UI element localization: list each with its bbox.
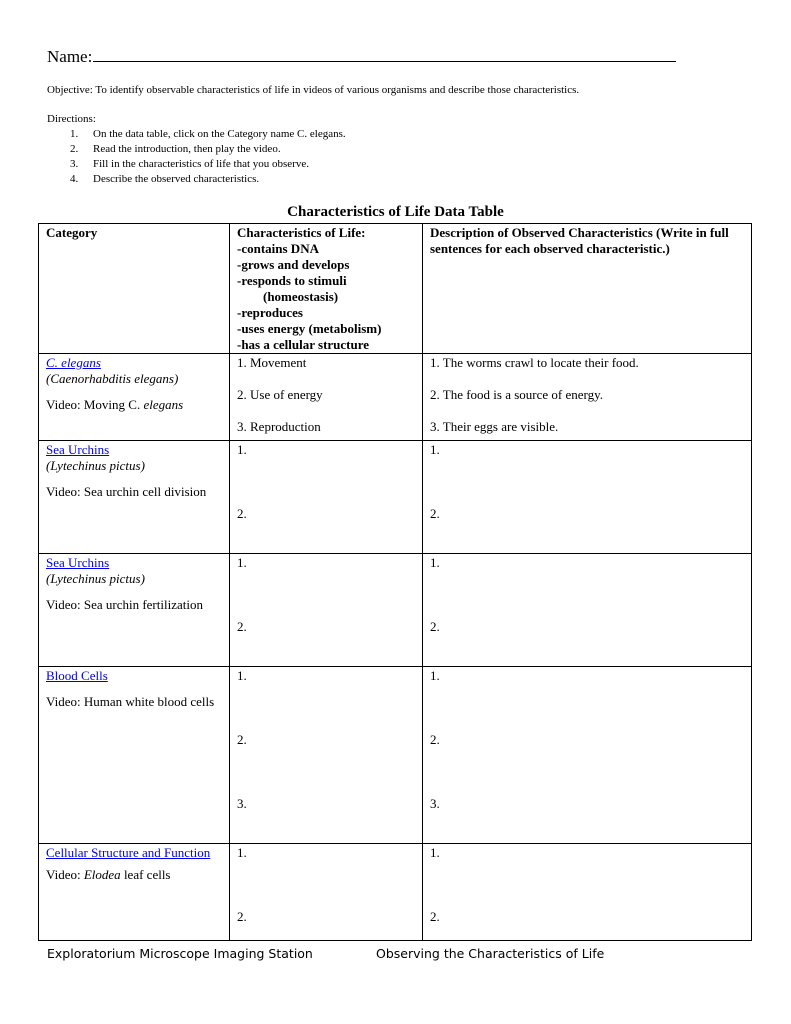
name-blank-line[interactable] (93, 46, 676, 62)
scientific-name: (Lytechinus pictus) (46, 458, 145, 473)
table-row (39, 844, 752, 941)
table-row (39, 667, 752, 844)
characteristics-cell[interactable]: 1. 2. (230, 441, 423, 554)
footer-right: Observing the Characteristics of Life (376, 946, 605, 961)
description-cell[interactable]: 1. 2. (423, 554, 752, 667)
objective-text: Objective: To identify observable characteristics of life in videos of various organisms and describe those characteristics. (47, 84, 580, 96)
directions-list (47, 127, 346, 187)
video-label: Video: Human white blood cells (46, 694, 215, 709)
scientific-name: (Caenorhabditis elegans) (46, 371, 179, 386)
characteristics-cell[interactable]: 1. 2. 3. (230, 667, 423, 844)
table-row (39, 441, 752, 554)
category-link-blood-cells[interactable]: Blood Cells (46, 668, 108, 683)
category-cell (39, 554, 230, 667)
scientific-name: (Lytechinus pictus) (46, 571, 145, 586)
category-link-sea-urchins[interactable]: Sea Urchins (46, 442, 110, 457)
direction-item: 3. Fill in the characteristics of life that you observe. (70, 158, 309, 170)
footer-left: Exploratorium Microscope Imaging Station (47, 946, 313, 961)
header-description: Description of Observed Characteristics (Write in full sentences for each observed characteristic.) (423, 224, 752, 354)
characteristics-cell[interactable]: 1. 2. (230, 554, 423, 667)
header-characteristics: Characteristics of Life: -contains DNA -grows and develops -responds to stimuli (homeostasis) -reproduces -uses energy (metabolism) -has a cellular structure (230, 224, 423, 354)
description-cell[interactable]: 1. The worms crawl to locate their food. 2. The food is a source of energy. 3. Their eggs are visible. (423, 354, 752, 441)
description-cell[interactable]: 1. 2. (423, 844, 752, 941)
direction-item: 4. Describe the observed characteristics. (70, 173, 260, 185)
video-label: Video: Sea urchin cell division (46, 484, 207, 499)
name-label: Name: (47, 47, 93, 66)
category-link-cellular-structure[interactable]: Cellular Structure and Function (46, 845, 211, 860)
header-category: Category (39, 224, 230, 354)
direction-item: 1. On the data table, click on the Category name C. elegans. (70, 128, 346, 140)
category-cell (39, 667, 230, 844)
video-label: Video: Sea urchin fertilization (46, 597, 203, 612)
direction-item: 2. Read the introduction, then play the video. (70, 143, 281, 155)
table-header-row (39, 224, 752, 354)
video-label: Video: Elodea leaf cells (46, 867, 171, 882)
directions-label: Directions: (47, 113, 96, 125)
category-link-c-elegans[interactable]: C. elegans (46, 355, 101, 370)
characteristics-table (38, 223, 752, 941)
description-cell[interactable]: 1. 2. 3. (423, 667, 752, 844)
category-cell (39, 844, 230, 941)
table-row (39, 354, 752, 441)
characteristics-cell[interactable]: 1. Movement 2. Use of energy 3. Reproduction (230, 354, 423, 441)
characteristics-cell[interactable]: 1. 2. (230, 844, 423, 941)
video-label: Video: Moving C. elegans (46, 397, 184, 412)
category-link-sea-urchins[interactable]: Sea Urchins (46, 555, 110, 570)
table-title: Characteristics of Life Data Table (287, 204, 504, 220)
category-cell (39, 354, 230, 441)
category-cell (39, 441, 230, 554)
description-cell[interactable]: 1. 2. (423, 441, 752, 554)
name-field (47, 46, 676, 67)
table-row (39, 554, 752, 667)
